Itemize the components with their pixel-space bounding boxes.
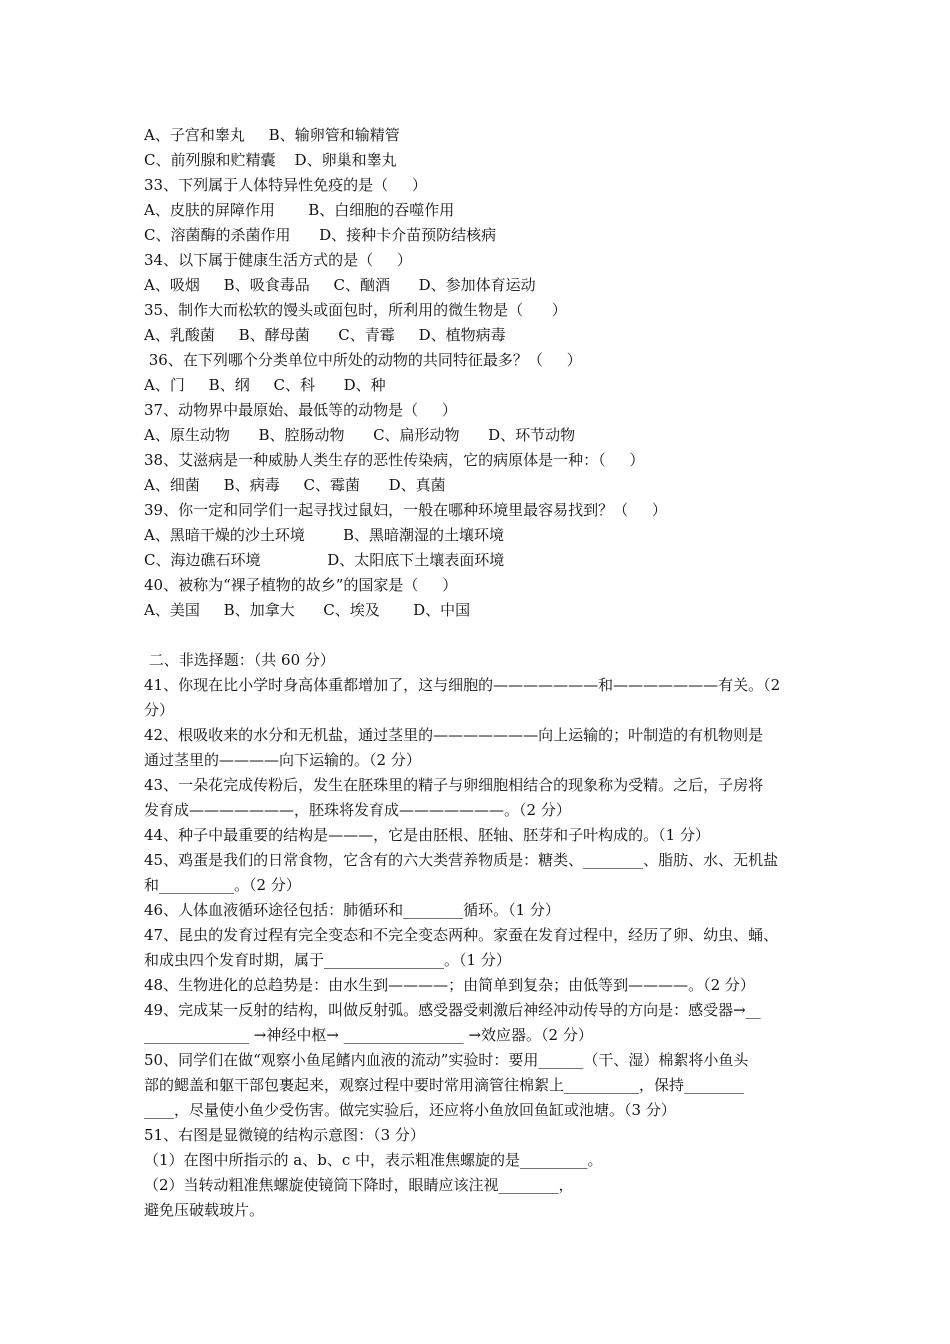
question-44: 44、种子中最重要的结构是———，它是由胚根、胚轴、胚芽和子叶构成的。（1 分） <box>144 826 710 844</box>
text-line: 通过茎里的————向下运输的。（2 分） <box>144 751 421 769</box>
question-47: 47、昆虫的发育过程有完全变态和不完全变态两种。家蚕在发育过程中，经历了卵、幼虫、蛹、 <box>144 926 779 944</box>
section-heading: 二、非选择题：（共 60 分） <box>144 651 335 669</box>
question-33: 33、下列属于人体特异性免疫的是（ ） <box>144 176 427 194</box>
text-line: A、子宫和睾丸 B、输卵管和输精管 <box>144 126 400 144</box>
text-line: 和成虫四个发育时期，属于________________。（1 分） <box>144 951 511 969</box>
question-48: 48、生物进化的总趋势是：由水生到————；由简单到复杂；由低等到————。（2 分） <box>144 976 755 994</box>
question-35: 35、制作大而松软的馒头或面包时，所利用的微生物是（ ） <box>144 301 567 319</box>
question-39: 39、你一定和同学们一起寻找过鼠妇，一般在哪种环境里最容易找到？（ ） <box>144 501 667 519</box>
question-50: 50、同学们在做“观察小鱼尾鳍内血液的流动”实验时：要用______（干、湿）棉絮将小鱼头 <box>144 1051 749 1069</box>
question-37: 37、动物界中最原始、最低等的动物是（ ） <box>144 401 457 419</box>
question-36: 36、在下列哪个分类单位中所处的动物的共同特征最多？（ ） <box>144 351 582 369</box>
question-43: 43、一朵花完成传粉后，发生在胚珠里的精子与卵细胞相结合的现象称为受精。之后，子房将 <box>144 776 764 794</box>
text-line: C、前列腺和贮精囊 D、卵巢和睾丸 <box>144 151 397 169</box>
question-34: 34、以下属于健康生活方式的是（ ） <box>144 251 412 269</box>
text-line: C、海边礁石环境 D、太阳底下土壤表面环境 <box>144 551 505 569</box>
question-41: 41、你现在比小学时身高体重都增加了，这与细胞的———————和———————有关。（2 <box>144 676 781 694</box>
text-line: A、黑暗干燥的沙土环境 B、黑暗潮湿的土壤环境 <box>144 526 505 544</box>
text-line: ____，尽量使小鱼少受伤害。做完实验后，还应将小鱼放回鱼缸或池塘。（3 分） <box>144 1101 676 1119</box>
text-line: A、原生动物 B、腔肠动物 C、扁形动物 D、环节动物 <box>144 426 576 444</box>
text-line: 部的鳃盖和躯干部包裹起来，观察过程中要时常用滴管往棉絮上__________，保持________ <box>144 1076 745 1094</box>
text-line: A、皮肤的屏障作用 B、白细胞的吞噬作用 <box>144 201 455 219</box>
non-choice-section <box>144 648 824 1223</box>
text-line: A、细菌 B、病毒 C、霉菌 D、真菌 <box>144 476 446 494</box>
question-51: 51、右图是显微镜的结构示意图：（3 分） <box>144 1126 425 1144</box>
question-38: 38、艾滋病是一种威胁人类生存的恶性传染病，它的病原体是一种：（ ） <box>144 451 645 469</box>
text-line: C、溶菌酶的杀菌作用 D、接种卡介苗预防结核病 <box>144 226 497 244</box>
text-line: A、美国 B、加拿大 C、埃及 D、中国 <box>144 601 471 619</box>
question-46: 46、人体血液循环途径包括：肺循环和________循环。（1 分） <box>144 901 560 919</box>
multiple-choice-section <box>144 123 824 623</box>
question-49: 49、完成某一反射的结构，叫做反射弧。感受器受刺激后神经冲动传导的方向是：感受器→__ <box>144 1001 761 1019</box>
text-line: （2）当转动粗准焦螺旋使镜筒下降时，眼睛应该注视________， <box>144 1176 574 1194</box>
text-line: ______________ →神经中枢→ ________________ →效应器。（2 分） <box>144 1026 593 1044</box>
text-line: 和__________。（2 分） <box>144 876 301 894</box>
question-40: 40、被称为“裸子植物的故乡”的国家是（ ） <box>144 576 458 594</box>
text-line: 避免压破载玻片。 <box>144 1201 265 1219</box>
text-line: 发育成———————，胚珠将发育成———————。（2 分） <box>144 801 571 819</box>
text-line: （1）在图中所指示的 a、b、c 中，表示粗准焦螺旋的是_________。 <box>144 1151 603 1169</box>
section-gap <box>144 623 824 648</box>
text-line: A、门 B、纲 C、科 D、种 <box>144 376 386 394</box>
text-line: A、吸烟 B、吸食毒品 C、酗酒 D、参加体育运动 <box>144 276 536 294</box>
text-line: A、乳酸菌 B、酵母菌 C、青霉 D、植物病毒 <box>144 326 506 344</box>
text-line: 分） <box>144 701 175 719</box>
question-42: 42、根吸收来的水分和无机盐，通过茎里的———————向上运输的；叶制造的有机物则是 <box>144 726 764 744</box>
question-45: 45、鸡蛋是我们的日常食物，它含有的六大类营养物质是：糖类、________、脂肪、水、无机盐 <box>144 851 779 869</box>
exam-content <box>144 123 824 1223</box>
